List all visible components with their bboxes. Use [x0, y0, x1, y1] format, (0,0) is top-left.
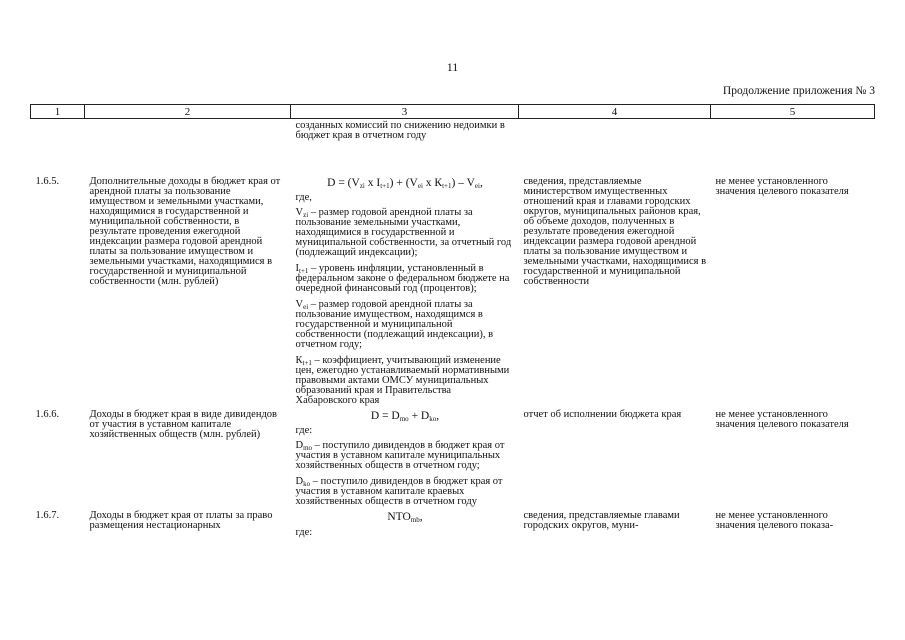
column-header: 5 — [711, 105, 875, 119]
definition: $D_{ko}$ – поступило дивидендов в бюджет края от участия в уставном капитале краевых хозяйственных обществ в отчетном году — [295, 476, 503, 507]
definition: $V_{ei}$ – размер годовой арендной платы за пользование имуществом, находящимся в государственной и муниципальной собственности (подлежащий индексации), в отчетном году; — [295, 299, 494, 350]
column-header: 4 — [519, 105, 711, 119]
where-label: где, — [295, 192, 312, 203]
column-header: 1 — [31, 105, 85, 119]
data-source: отчет об исполнении бюджета края — [523, 409, 682, 420]
definition: $I_{t+1}$ – уровень инфляции, установленный в федеральном законе о федеральном бюджете на очередной финансовый год (процентов); — [295, 263, 510, 294]
column-header: 3 — [291, 105, 519, 119]
table-row — [31, 141, 875, 406]
where-label: где: — [295, 425, 313, 436]
target-value: не менее установленного значения целевого показателя — [715, 409, 849, 430]
definition: $D_{mo}$ – поступило дивидендов в бюджет края от участия в уставном капитале муниципальных хозяйственных обществ в отчетном году; — [295, 440, 505, 471]
table-header-row — [31, 105, 875, 119]
formula: $D = D_{mo} + D_{ko}$, — [370, 410, 440, 423]
target-value: не менее установленного значения целевого показателя — [715, 176, 849, 197]
indicator-name: Доходы в бюджет края от платы за право размещения нестационарных — [89, 510, 273, 531]
appendix-label: Продолжение приложения № 3 — [722, 85, 875, 97]
row-number: 1.6.6. — [35, 409, 60, 420]
row-number: 1.6.7. — [35, 510, 60, 521]
calculation-method — [291, 141, 519, 406]
table-row — [31, 507, 875, 538]
formula: $NTO_{mb}$, — [387, 511, 423, 524]
definition: $К_{t+1}$ – коэффициент, учитывающий изменение цен, ежегодно устанавливаемый нормативными правовыми актами ОМСУ муниципальных образований края и Правительства Хабаровского края — [295, 355, 510, 406]
indicator-name: Дополнительные доходы в бюджет края от арендной платы за пользование имуществом и земельными участками, находящимися в государственной и муниципальной собственности, в результате проведения ежегодной индексации размера годовой арендной платы за пользование имуществом и земельными участками, находящимися в государственной и муниципальной собственности (млн. рублей) — [89, 176, 281, 287]
continued-text: созданных комиссий по снижению недоимки в бюджет края в отчетном году — [295, 120, 505, 141]
formula: $D = (V_{zi}$ x $I_{t+1}) + (V_{ei}$ x $К_{t+1}) - V_{ei}$, — [327, 177, 483, 190]
page-number: 11 — [446, 60, 459, 74]
table-row-continued — [31, 119, 875, 142]
target-value: не менее установленного значения целевого показа- — [715, 510, 834, 531]
definition: $V_{zi}$ – размер годовой арендной платы за пользование земельными участками, находящимися в государственной и муниципальной собственности, за отчетный год (подлежащий индексации); — [295, 207, 512, 258]
data-source: сведения, представляемые министерством имущественных отношений края и главами городских округов, муниципальных районов края, об объеме доходов, полученных в результате проведения ежегодной индексации размера годовой арендной платы за пользование имуществом и земельными участками, находящимися в государственной и муниципальной собственности — [523, 176, 707, 287]
calculation-method — [291, 507, 519, 538]
data-source: сведения, представляемые главами городских округов, муни- — [523, 510, 680, 531]
where-label: где: — [295, 527, 313, 538]
indicator-name: Доходы в бюджет края в виде дивидендов от участия в уставном капитале хозяйственных обществ (млн. рублей) — [89, 409, 278, 440]
table-row — [31, 406, 875, 507]
indicators-table — [30, 104, 875, 538]
column-header: 2 — [85, 105, 291, 119]
calculation-method — [291, 406, 519, 507]
row-number: 1.6.5. — [35, 176, 60, 187]
